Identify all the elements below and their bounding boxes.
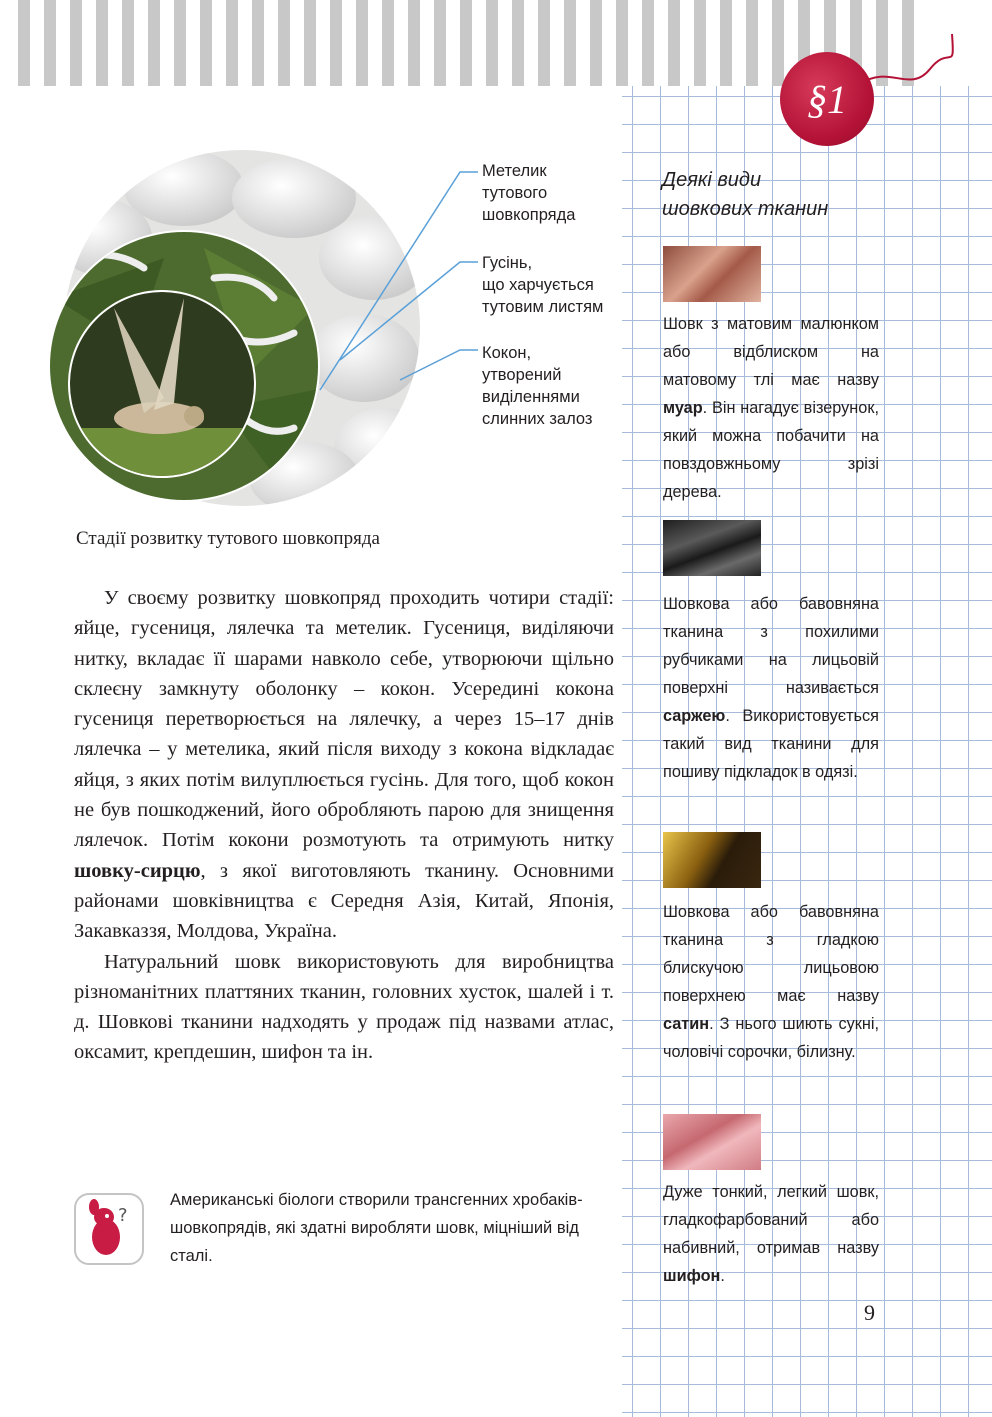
callout-leader-lines [300, 150, 490, 430]
moire-fabric-swatch [663, 246, 761, 302]
description-text: . [720, 1267, 725, 1285]
callout-line: Метелик [482, 162, 547, 180]
callout-cocoon [482, 342, 592, 430]
fabric-name: саржею [663, 707, 726, 725]
main-text [74, 583, 614, 1068]
twill-fabric-swatch [663, 520, 761, 576]
callout-line: утворений [482, 366, 562, 384]
sidebar-title-line: шовкових тканин [662, 198, 829, 220]
paragraph-text: У своєму розвитку шовкопряд проходить чотири стадії: яйце, гусениця, лялечка та метелик. Гусениця, виділяючи нитку, вкладає її шарами навколо себе, утворюючи щільно склеєну замкнуту оболонку – кокон. Усередині кокона гусениця перетворюється на лялечку, а через 15–17 днів лялечка – у метелика, який після виходу з кокона відкладає яйця, з яких потім вилуплюється гусінь. Для того, щоб кокон не був пошкоджений, його обробляють парою для знищення лялечок. Потім кокони розмотують та отримують нитку [74, 587, 614, 852]
description-text: . Він нагадує візерунок, який можна побачити на повздовжньому зрізі дерева. [663, 399, 879, 501]
callout-line: що харчується [482, 276, 594, 294]
callout-line: Кокон, [482, 344, 532, 362]
description-text: Шовк з матовим малюнком або відблиском на матовому тлі має назву [663, 315, 879, 389]
description-text: . Використовується такий вид тканини для пошиву підкладок в одязі. [663, 707, 879, 781]
question-mascot-icon [74, 1193, 144, 1265]
chiffon-description [663, 1178, 879, 1290]
twill-description [663, 590, 879, 786]
section-badge-label: §1 [807, 76, 847, 122]
callout-caterpillar [482, 252, 603, 318]
paragraph: Натуральний шовк використовують для виробництва різноманітних платтяних тканин, головних хусток, шалей і т. д. Шовкові тканини надходять у продаж під назвами атлас, оксамит, крепдешин, шифон та ін. [74, 950, 614, 1064]
satin-description [663, 898, 879, 1066]
callout-line: тутовим листям [482, 298, 604, 316]
figure-caption: Стадії розвитку тутового шовкопряда [76, 528, 380, 549]
description-text: Шовкова або бавовняна тканина з похилими рубчиками на лицьовій поверхні називається [663, 595, 879, 697]
callout-line: слинних залоз [482, 410, 593, 428]
section-badge [780, 52, 874, 146]
moire-description [663, 310, 879, 506]
paragraph [74, 583, 614, 947]
fact-text: Американські біологи створили трансгенних хробаків-шовкопрядів, які здатні виробляти шовк, міцніший від сталі. [170, 1191, 583, 1265]
callout-moth [482, 160, 575, 226]
term-raw-silk: шовку-сирцю [74, 859, 201, 882]
callout-line: тутового [482, 184, 548, 202]
sidebar-title-line: Деякі види [662, 169, 762, 191]
sidebar-title [662, 166, 828, 224]
paragraph-text: , з якої виготовляють тканину. Основними районами шовківництва є Середня Азія, Китай, Японія, Закавказзя, Молдова, Україна. [74, 859, 614, 943]
thread-decoration [860, 24, 970, 104]
fabric-name: сатин [663, 1015, 710, 1033]
fabric-name: шифон [663, 1267, 721, 1285]
callout-line: Гусінь, [482, 254, 533, 272]
description-text: Дуже тонкий, легкий шовк, гладкофарбований або набивний, отримав назву [663, 1183, 879, 1257]
description-text: . З нього шиють сукні, чоловічі сорочки, білизну. [663, 1015, 879, 1061]
satin-fabric-swatch [663, 832, 761, 888]
page-number: 9 [864, 1300, 875, 1325]
svg-text:?: ? [118, 1205, 128, 1226]
fabric-name: муар [663, 399, 703, 417]
callout-line: виділеннями [482, 388, 580, 406]
chiffon-fabric-swatch [663, 1114, 761, 1170]
description-text: Шовкова або бавовняна тканина з гладкою блискучою лицьовою поверхнею має назву [663, 903, 879, 1005]
callout-line: шовкопряда [482, 206, 576, 224]
